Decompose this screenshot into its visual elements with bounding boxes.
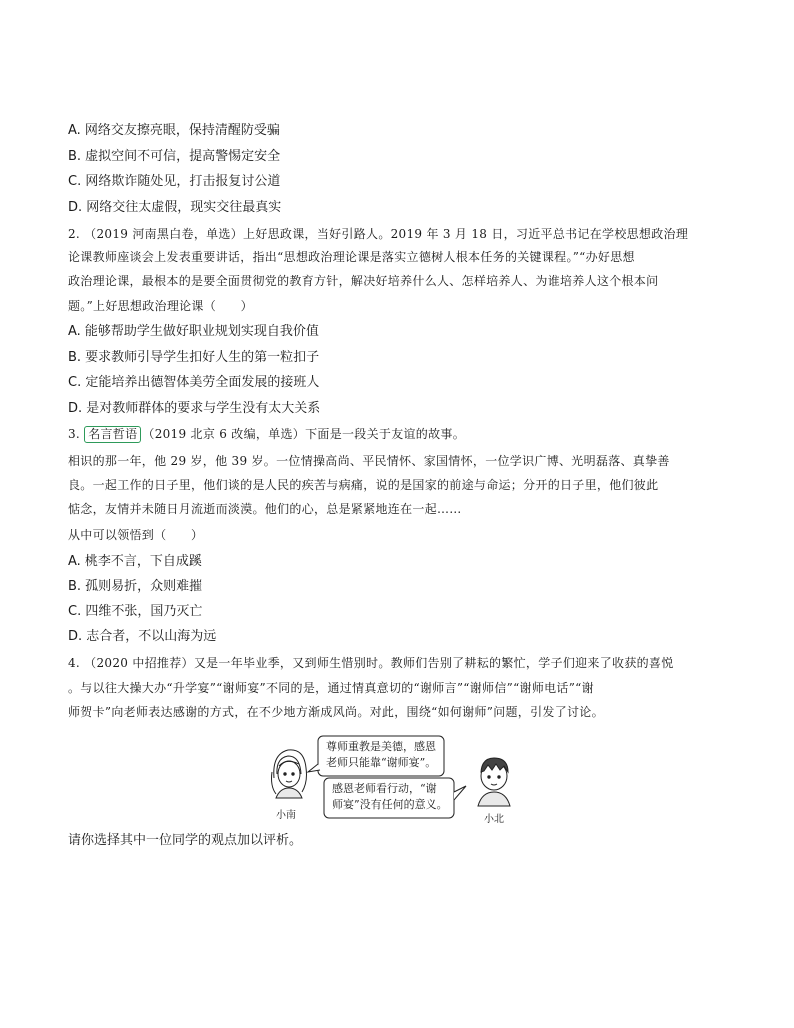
boy-figure: [478, 758, 510, 806]
q2-option-c: C. 定能培养出德智体美劳全面发展的接班人: [68, 375, 320, 390]
q1-option-b: B. 虚拟空间不可信，提高警惕定安全: [68, 149, 281, 164]
dialogue-illustration: [268, 734, 528, 824]
q1-option-a: A. 网络交友擦亮眼，保持清醒防受骗: [68, 123, 280, 138]
bubble-top-line-1: 尊师重教是美德，感恩: [326, 740, 436, 753]
bubble-bottom-line-2: 师宴”没有任何的意义。: [332, 798, 448, 811]
q3-option-d: D. 志合者，不以山海为远: [68, 629, 217, 644]
q3-option-a: A. 桃李不言，下自成蹊: [68, 554, 202, 569]
bubble-bottom-line-1: 感恩老师看行动，“谢: [332, 782, 437, 795]
q2-option-a: A. 能够帮助学生做好职业规划实现自我价值: [68, 324, 319, 339]
q4-stem-line-2: 。与以往大操大办“升学宴”“谢师宴”不同的是，通过情真意切的“谢师言”“谢师信”“谢师电话”“谢: [68, 681, 594, 695]
q3-option-c: C. 四维不张，国乃灭亡: [68, 604, 203, 619]
student-name-left: 小南: [276, 810, 296, 821]
q3-passage-line-1: 相识的那一年，他 29 岁，他 39 岁。一位情操高尚、平民情怀、家国情怀，一位学识广博、光明磊落、真挚善: [68, 454, 670, 468]
q2-stem-line-2: 论课教师座谈会上发表重要讲话，指出“思想政治理论课是落实立德树人根本任务的关键课程。”“办好思想: [68, 250, 635, 264]
q3-category-tag: 名言哲语: [84, 426, 141, 443]
q2-option-d: D. 是对教师群体的要求与学生没有太大关系: [68, 401, 321, 416]
q4-stem-line-1: 4. （2020 中招推荐）又是一年毕业季，又到师生惜别时。教师们告别了耕耘的繁忙，学子们迎来了收获的喜悦: [68, 656, 674, 670]
girl-figure: [272, 750, 307, 798]
q2-option-b: B. 要求教师引导学生扣好人生的第一粒扣子: [68, 350, 320, 365]
student-name-right: 小北: [484, 814, 504, 825]
q3-header: [68, 425, 738, 443]
q3-prompt: 从中可以领悟到（ ）: [68, 528, 204, 542]
q3-number: 3.: [68, 427, 81, 441]
q3-passage-line-2: 良。一起工作的日子里，他们谈的是人民的疾苦与病痛，说的是国家的前途与命运；分开的日子里，他们彼此: [68, 478, 659, 492]
bubble-top-line-2: 老师只能靠“谢师宴”。: [326, 756, 437, 769]
q3-option-b: B. 孤则易折，众则难摧: [68, 579, 203, 594]
q2-stem-line-3: 政治理论课，最根本的是要全面贯彻党的教育方针，解决好培养什么人、怎样培养人、为谁培养人这个根本问: [68, 274, 659, 288]
q4-stem-line-3: 师贺卡”向老师表达感谢的方式，在不少地方渐成风尚。对此，围绕“如何谢师”问题，引发了讨论。: [68, 705, 604, 719]
q2-stem-line-1: 2. （2019 河南黑白卷，单选）上好思政课，当好引路人。2019 年 3 月 18 日，习近平总书记在学校思想政治理: [68, 227, 689, 241]
q2-stem-line-4: 题。”上好思想政治理论课（ ）: [68, 299, 253, 313]
q4-task: 请你选择其中一位同学的观点加以评析。: [68, 833, 303, 848]
q3-header-text: （2019 北京 6 改编，单选）下面是一段关于友谊的故事。: [142, 427, 466, 441]
q1-option-d: D. 网络交往太虚假，现实交往最真实: [68, 200, 282, 215]
q3-passage-line-3: 惦念，友情并未随日月流逝而淡漠。他们的心，总是紧紧地连在一起……: [68, 502, 462, 516]
q1-option-c: C. 网络欺诈随处见，打击报复讨公道: [68, 174, 281, 189]
